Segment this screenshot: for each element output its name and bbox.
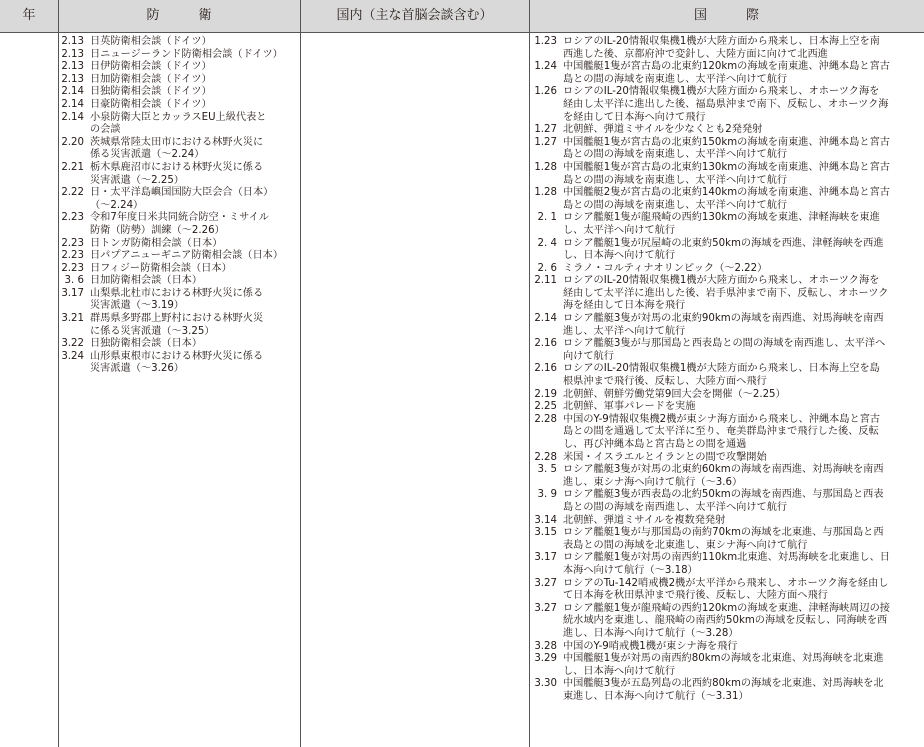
entry-date: 1.24 [534,61,557,73]
list-item [60,36,298,49]
entry-text: 中国艦艇1隻が宮古島の北東約150kmの海域を南東進、沖縄本島と宮古 島との間の海域を南東進し、太平洋へ向けて航行 [563,136,890,161]
entry-date: 3. 6 [64,275,84,287]
entry-text: 日独防衛相会談（日本） [90,338,203,350]
column-divider [529,0,530,747]
entry-text: 茨城県常陸太田市における林野火災に 係る災害派遣（～2.24） [90,136,264,161]
entry-date: 2.23 [61,237,84,249]
entry-text: 北朝鮮、弾道ミサイルを複数発発射 [563,514,726,526]
entry-text: ロシア艦艇1隻が龍飛崎の西約120kmの海域を東進、津軽海峡周辺の接 続水域内を東進し、龍飛崎の南西約50kmの海域を反転し、同海峡を西 進し、日本海へ向けて航行（～3.28） [563,602,890,639]
entry-text: 日・太平洋島嶼国国防大臣会合（日本） （～2.24） [90,187,274,211]
entry-date: 3.30 [534,678,557,690]
column-divider [300,0,301,747]
list-item [533,452,921,465]
list-item [533,162,921,187]
list-item [60,99,298,112]
entry-text: 米国・イスラエルとイランとの間で攻撃開始 [563,451,767,463]
entry-date: 3.21 [61,313,84,325]
entry-date: 2.21 [61,161,84,173]
list-item [533,61,921,86]
entry-text: 日トンガ防衛相会談（日本） [90,237,223,249]
list-item [533,515,921,528]
entry-date: 2.22 [61,187,84,199]
entry-text: 中国艦艇2隻が宮古島の北東約140kmの海域を南東進、沖縄本島と宮古 島との間の海域を南東進し、太平洋へ向けて航行 [563,187,890,211]
entry-text: 中国のY-9情報収集機2機が東シナ海方面から飛来し、沖縄本島と宮古 島との間を通過して太平洋に至り、奄美群島沖まで飛行した後、反転 し、再び沖縄本島と宮古島との間を通過 [563,413,881,450]
list-item [533,641,921,654]
entry-text: 日伊防衛相会談（ドイツ） [90,61,212,73]
list-item [60,338,298,351]
list-item [533,464,921,489]
entry-text: 日独防衛相会談（ドイツ） [90,86,212,98]
entry-date: 3.27 [534,602,557,614]
entry-text: ロシア艦艇1隻が龍飛崎の西約130kmの海域を東進、津軽海峡を東進 し、太平洋へ向けて航行 [563,212,880,236]
entry-date: 1.27 [534,124,557,136]
list-item [533,313,921,338]
defense-column [60,36,298,376]
list-item [533,36,921,61]
list-item [60,275,298,288]
entry-text: 群馬県多野郡上野村における林野火災 に係る災害派遣（～3.25） [90,313,264,337]
entry-text: 小泉防衛大臣とカッラスEU上級代表と の会談 [90,111,267,136]
entry-date: 3. 5 [537,464,557,476]
entry-date: 1.28 [534,187,557,199]
list-item [60,250,298,263]
entry-text: 日パプアニューギニア防衛相会談（日本） [90,250,284,262]
entry-date: 3. 9 [537,489,557,501]
entry-text: ロシア艦艇3隻が与那国島と西表島との間の海域を南西進し、太平洋へ 向けて航行 [563,338,886,362]
list-item [60,351,298,376]
entry-date: 2.13 [61,36,84,47]
entry-date: 2. 1 [537,212,557,224]
entry-text: 中国艦艇1隻が宮古島の北東約130kmの海域を南東進、沖縄本島と宮古 島との間の海域を南東進し、太平洋へ向けて航行 [563,161,890,186]
list-item [533,338,921,363]
list-item [60,288,298,313]
list-item [533,603,921,641]
table-header [0,0,924,33]
entry-date: 3.28 [534,640,557,652]
entry-text: ロシア艦艇1隻が与那国島の南約70kmの海域を北東進、与那国島と西 表島との間の海域を北東進し、東シナ海へ向けて航行 [563,527,884,551]
entry-date: 2.25 [534,401,557,413]
entry-date: 1.26 [534,86,557,98]
entry-text: ロシアのTu-142哨戒機2機が太平洋から飛来し、オホーツク海を経由し て日本海を秋田県沖まで飛行後、反転し、大陸方面へ飛行 [563,577,889,602]
header-year: 年 [22,8,36,23]
entry-text: ロシアのIL-20情報収集機1機が大陸方面から飛来し、オホーツク海を 経由して太平洋に進出した後、岩手県沖まで南下、反転し、オホーツク 海を経由して日本海を飛行 [563,275,889,312]
list-item [533,401,921,414]
entry-date: 3.17 [61,287,84,299]
header-international: 国 際 [693,8,759,23]
entry-text: ロシアのIL-20情報収集機1機が大陸方面から飛来し、日本海上空を島 根県沖まで飛行後、反転し、大陸方面へ飛行 [563,363,880,388]
list-item [533,86,921,124]
list-item [60,313,298,338]
international-column [533,36,921,703]
list-item [533,263,921,276]
entry-date: 2.13 [61,73,84,85]
entry-text: 日加防衛相会談（日本） [90,275,203,287]
entry-date: 2.14 [61,111,84,123]
list-item [533,414,921,452]
entry-text: ロシア艦艇3隻が対馬の北東約60kmの海域を南西進、対馬海峡を南西 進し、東シナ海へ向けて航行（～3.6） [563,464,884,488]
header-domestic: 国内（主な首脳会談含む） [336,8,493,23]
entry-date: 2.13 [61,61,84,73]
entry-date: 3.22 [61,338,84,350]
entry-date: 2.19 [534,388,557,400]
entry-date: 2. 6 [537,262,557,274]
entry-date: 2.23 [61,212,84,224]
entry-date: 2.23 [61,262,84,274]
entry-date: 3.17 [534,552,557,564]
entry-text: 日英防衛相会談（ドイツ） [90,36,212,47]
list-item [60,49,298,62]
entry-date: 2.11 [534,275,557,287]
entry-date: 2.14 [61,86,84,98]
entry-date: 3.29 [534,653,557,665]
entry-text: 中国艦艇1隻が対馬の南西約80kmの海域を北東進、対馬海峡を北東進 し、日本海へ向けて航行 [563,653,884,677]
entry-text: 北朝鮮、弾道ミサイルを少なくとも2発発射 [563,124,763,136]
list-item [533,389,921,402]
list-item [533,363,921,388]
entry-date: 3.24 [61,350,84,362]
entry-date: 2.16 [534,363,557,375]
entry-date: 3.27 [534,577,557,589]
list-item [60,263,298,276]
entry-date: 1.23 [534,36,557,47]
entry-text: ロシアのIL-20情報収集機1機が大陸方面から飛来し、日本海上空を南 西進した後、京都府沖で変針し、大陸方面に向けて北西進 [563,36,880,60]
entry-date: 2.23 [61,250,84,262]
list-item [60,187,298,212]
entry-text: 山梨県北杜市における林野火災に係る 災害派遣（～3.19） [90,287,264,312]
entry-date: 1.27 [534,136,557,148]
entry-text: 北朝鮮、朝鮮労働党第9回大会を開催（～2.25） [563,388,786,400]
entry-date: 2. 4 [537,237,557,249]
list-item [533,275,921,313]
list-item [533,124,921,137]
list-item [60,238,298,251]
entry-date: 2.13 [61,48,84,60]
entry-date: 2.28 [534,413,557,425]
list-item [533,578,921,603]
list-item [60,212,298,237]
entry-text: 栃木県鹿沼市における林野火災に係る 災害派遣（～2.25） [90,161,264,186]
entry-text: ロシア艦艇3隻が対馬の北東約90kmの海域を南西進、対馬海峡を南西 進し、太平洋へ向けて航行 [563,313,884,337]
list-item [60,112,298,137]
entry-text: 中国のY-9哨戒機1機が東シナ海を飛行 [563,640,738,652]
entry-text: 令和7年度日米共同統合防空・ミサイル 防衛（防勢）訓練（～2.26） [90,212,269,236]
list-item [533,238,921,263]
entry-date: 3.14 [534,514,557,526]
entry-text: ロシアのIL-20情報収集機1機が大陸方面から飛来し、オホーツク海を 経由し太平洋に進出した後、福島県沖まで南下、反転し、オホーツク海 を経由して日本海へ向けて飛行 [563,86,889,123]
entry-date: 2.14 [534,313,557,325]
list-item [60,162,298,187]
entry-date: 2.20 [61,136,84,148]
list-item [533,212,921,237]
entry-text: 北朝鮮、軍事パレードを実施 [563,401,696,413]
column-divider [58,0,59,747]
entry-text: 日加防衛相会談（ドイツ） [90,73,212,85]
entry-text: 日ニュージーランド防衛相会談（ドイツ） [90,48,283,60]
list-item [60,61,298,74]
list-item [533,552,921,577]
list-item [60,137,298,162]
header-defense: 防 衛 [146,8,212,23]
entry-date: 3.15 [534,527,557,539]
list-item [533,678,921,703]
entry-date: 2.28 [534,451,557,463]
entry-text: ロシア艦艇1隻が尻屋崎の北東約50kmの海域を西進、津軽海峡を西進 し、日本海へ向けて航行 [563,237,884,262]
entry-date: 1.28 [534,161,557,173]
entry-date: 2.14 [61,98,84,110]
list-item [60,86,298,99]
entry-date: 2.16 [534,338,557,350]
entry-text: 中国艦艇3隻が五島列島の北西約80kmの海域を北東進、対馬海峡を北 東進し、日本海へ向けて航行（～3.31） [563,678,884,702]
list-item [533,137,921,162]
list-item [533,187,921,212]
list-item [60,74,298,87]
entry-text: ロシア艦艇1隻が対馬の南西約110km北東進、対馬海峡を北東進し、日 本海へ向けて航行（～3.18） [563,552,890,576]
entry-text: 山形県東根市における林野火災に係る 災害派遣（～3.26） [90,350,264,375]
entry-text: 日フィジー防衛相会談（日本） [90,262,232,274]
entry-text: 中国艦艇1隻が宮古島の北東約120kmの海域を南東進、沖縄本島と宮古 島との間の海域を南東進し、太平洋へ向けて航行 [563,61,890,85]
list-item [533,489,921,514]
entry-text: ミラノ・コルティナオリンピック（～2.22） [563,262,768,274]
list-item [533,527,921,552]
entry-text: ロシア艦艇3隻が西表島の北約50kmの海域を南西進、与那国島と西表 島との間の海域を南西進し、太平洋へ向けて航行 [563,489,884,513]
list-item [533,653,921,678]
entry-text: 日豪防衛相会談（ドイツ） [90,98,212,110]
